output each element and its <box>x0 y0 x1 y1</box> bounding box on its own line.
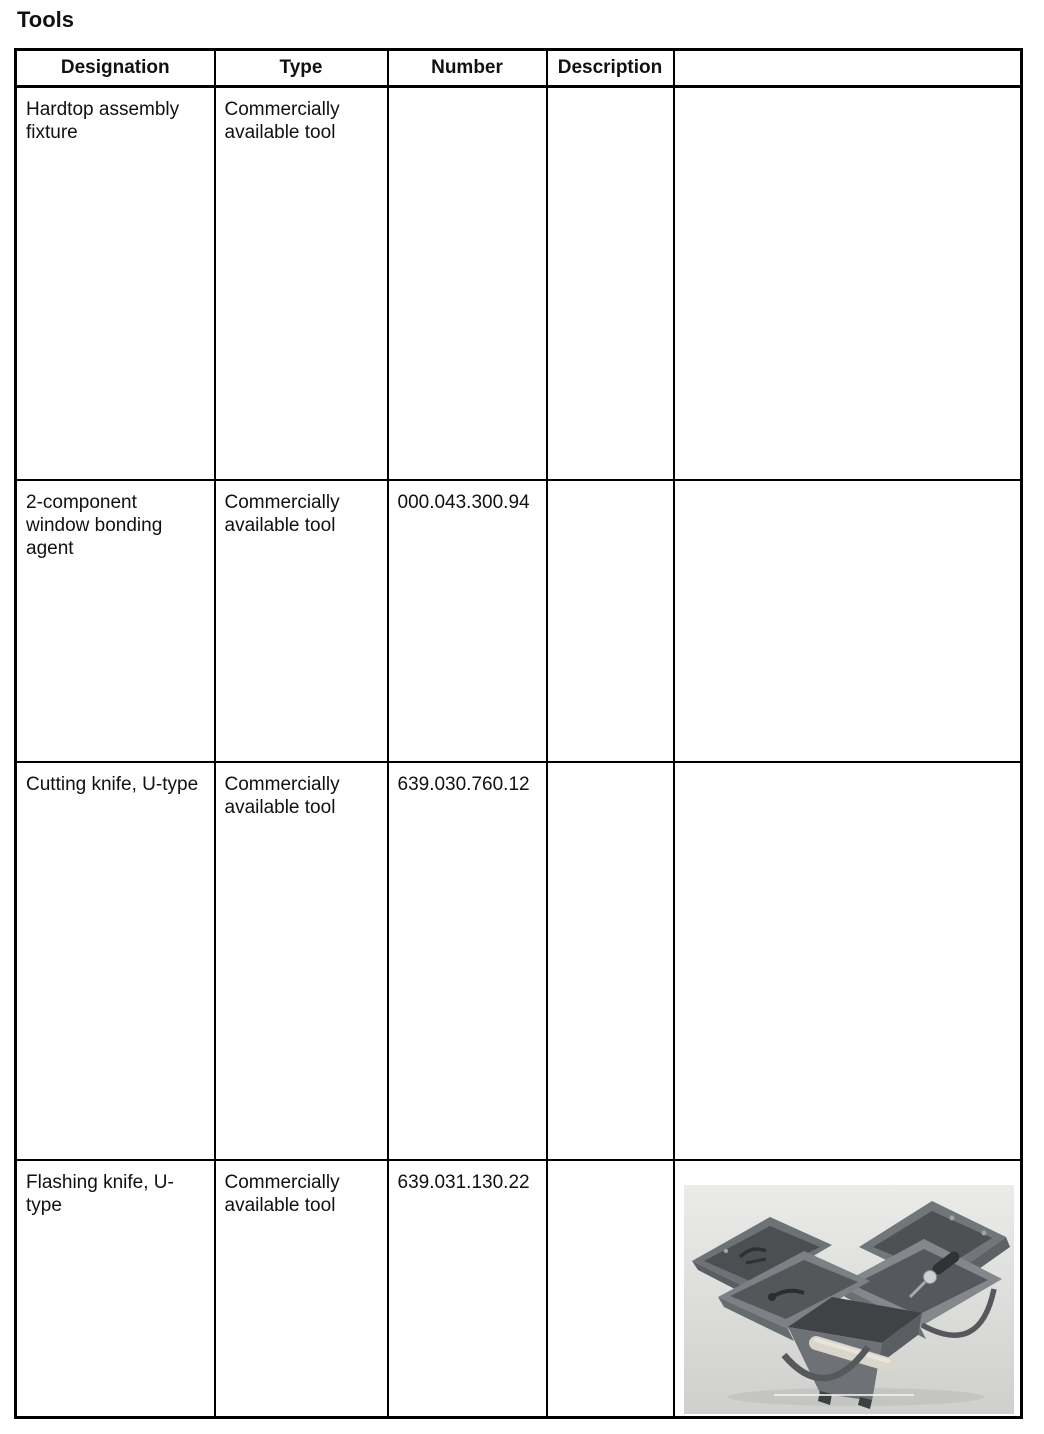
cell-image <box>674 1160 1022 1418</box>
cell-designation: Flashing knife, U-type <box>16 1160 215 1418</box>
cell-image <box>674 762 1022 1160</box>
cell-image <box>674 480 1022 762</box>
col-header-number: Number <box>388 50 547 87</box>
toolbox-photo <box>684 1185 1014 1414</box>
cell-description <box>547 480 674 762</box>
cell-number: 639.031.130.22 <box>388 1160 547 1418</box>
col-header-description: Description <box>547 50 674 87</box>
cell-designation: Cutting knife, U-type <box>16 762 215 1160</box>
cell-type: Commercially available tool <box>215 762 388 1160</box>
cell-description <box>547 762 674 1160</box>
table-row <box>16 87 1022 480</box>
col-header-designation: Designation <box>16 50 215 87</box>
cell-designation: 2-component window bonding agent <box>16 480 215 762</box>
col-header-image <box>674 50 1022 87</box>
table-header-row <box>16 50 1022 87</box>
cell-type: Commercially available tool <box>215 87 388 480</box>
toolbox-photo-image <box>684 1185 1014 1414</box>
cell-description <box>547 87 674 480</box>
col-header-type: Type <box>215 50 388 87</box>
table-row <box>16 480 1022 762</box>
cell-number: 000.043.300.94 <box>388 480 547 762</box>
cell-designation: Hardtop assembly fixture <box>16 87 215 480</box>
cell-number <box>388 87 547 480</box>
cell-number: 639.030.760.12 <box>388 762 547 1160</box>
table-row <box>16 1160 1022 1418</box>
cell-type: Commercially available tool <box>215 1160 388 1418</box>
table-row <box>16 762 1022 1160</box>
cell-description <box>547 1160 674 1418</box>
cell-image <box>674 87 1022 480</box>
page-title: Tools <box>17 7 75 32</box>
tools-table <box>14 48 1023 1419</box>
cell-type: Commercially available tool <box>215 480 388 762</box>
